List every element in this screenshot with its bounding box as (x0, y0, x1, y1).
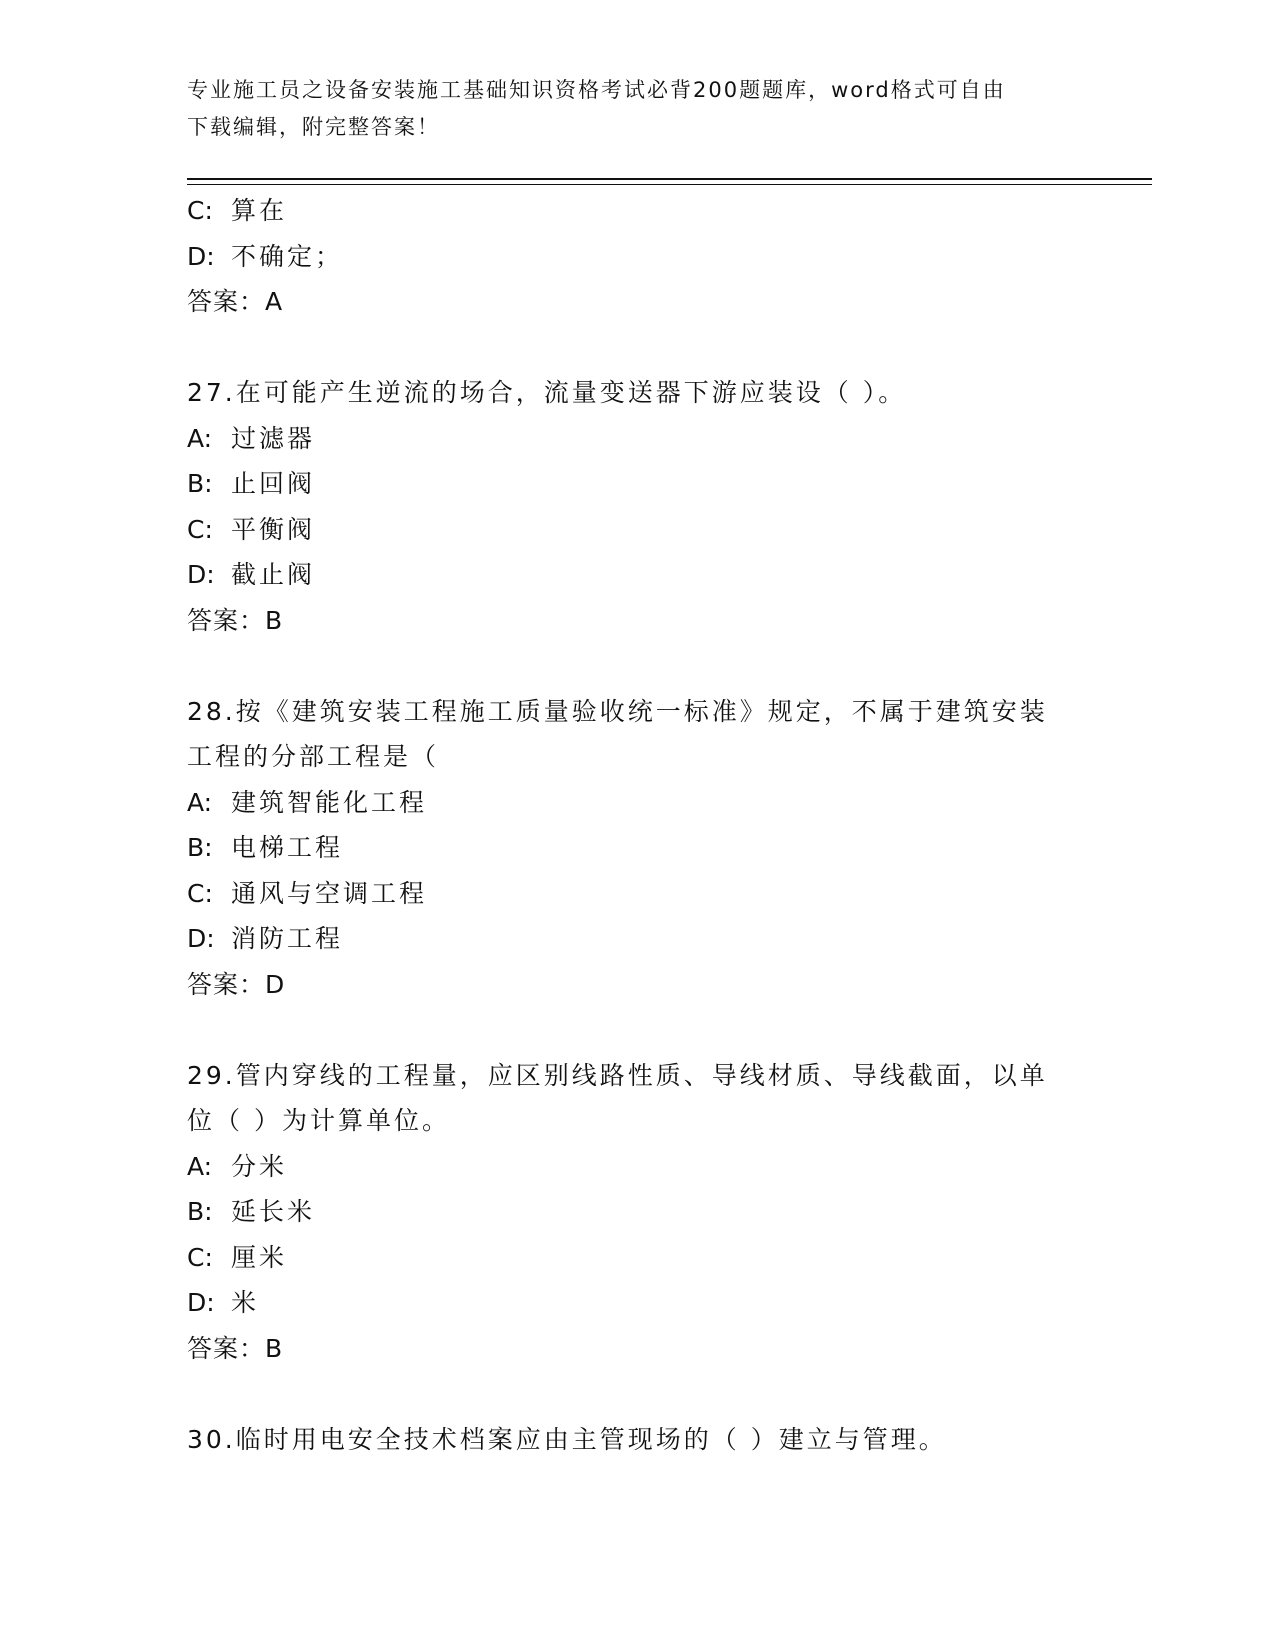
option-text: 消防工程 (231, 924, 344, 953)
header-rule-thick (187, 178, 1152, 180)
option-text: 平衡阀 (231, 514, 316, 544)
option-key: C: (187, 196, 213, 225)
option-key: C: (187, 514, 213, 544)
option-key: A: (187, 423, 213, 453)
question-29-stem-line-1: 29.管内穿线的工程量，应区别线路性质、导线材质、导线截面，以单 (187, 1060, 1048, 1090)
option-text: 不确定； (231, 241, 344, 271)
question-28-stem-line-2: 工程的分部工程是（ (187, 742, 440, 771)
option-text: 延长米 (231, 1197, 316, 1226)
option-text: 建筑智能化工程 (231, 787, 428, 817)
option-key: B: (187, 833, 213, 862)
option-text: 电梯工程 (231, 833, 344, 862)
option-text: 过滤器 (231, 423, 316, 453)
option-key: C: (187, 1242, 213, 1272)
header-line-1: 专业施工员之设备安装施工基础知识资格考试必背200题题库，word格式可自由 (187, 78, 1006, 102)
document-header (187, 72, 1067, 146)
answer-line: 答案：B (187, 1333, 284, 1363)
header-line-2: 下载编辑，附完整答案！ (187, 115, 440, 139)
option-a (187, 416, 1087, 462)
option-c (187, 188, 1087, 234)
question-list (187, 188, 1087, 1462)
option-text: 分米 (231, 1151, 288, 1181)
option-key: A: (187, 787, 213, 817)
option-key: D: (187, 1288, 215, 1317)
option-key: D: (187, 924, 215, 953)
option-text: 通风与空调工程 (231, 878, 428, 908)
header-rule-thin (187, 184, 1152, 185)
question-29-stem-line-2: 位（ ）为计算单位。 (187, 1106, 450, 1135)
spacer (187, 325, 1087, 371)
option-text: 截止阀 (231, 560, 316, 589)
option-key: D: (187, 560, 215, 589)
option-d (187, 234, 1087, 280)
spacer (187, 1371, 1087, 1417)
option-key: D: (187, 241, 215, 271)
option-c (187, 871, 1087, 917)
option-c (187, 507, 1087, 553)
question-30-stem: 30.临时用电安全技术档案应由主管现场的（ ）建立与管理。 (187, 1424, 947, 1454)
question-28-stem-line-1: 28.按《建筑安装工程施工质量验收统一标准》规定，不属于建筑安装 (187, 696, 1048, 726)
answer-line: 答案：D (187, 969, 286, 999)
option-d (187, 916, 1087, 962)
option-text: 算在 (231, 196, 288, 225)
option-key: A: (187, 1151, 213, 1181)
option-text: 米 (231, 1288, 260, 1317)
option-a (187, 1144, 1087, 1190)
option-b (187, 461, 1087, 507)
option-text: 止回阀 (231, 469, 316, 498)
option-b (187, 1189, 1087, 1235)
option-b (187, 825, 1087, 871)
option-d (187, 552, 1087, 598)
spacer (187, 1007, 1087, 1053)
answer-line: 答案：A (187, 287, 284, 316)
spacer (187, 643, 1087, 689)
option-c (187, 1235, 1087, 1281)
answer-line: 答案：B (187, 605, 284, 635)
option-a (187, 780, 1087, 826)
option-d (187, 1280, 1087, 1326)
option-text: 厘米 (231, 1242, 288, 1272)
option-key: C: (187, 878, 213, 908)
question-27-stem: 27.在可能产生逆流的场合，流量变送器下游应装设（ ）。 (187, 378, 907, 407)
option-key: B: (187, 469, 213, 498)
option-key: B: (187, 1197, 213, 1226)
